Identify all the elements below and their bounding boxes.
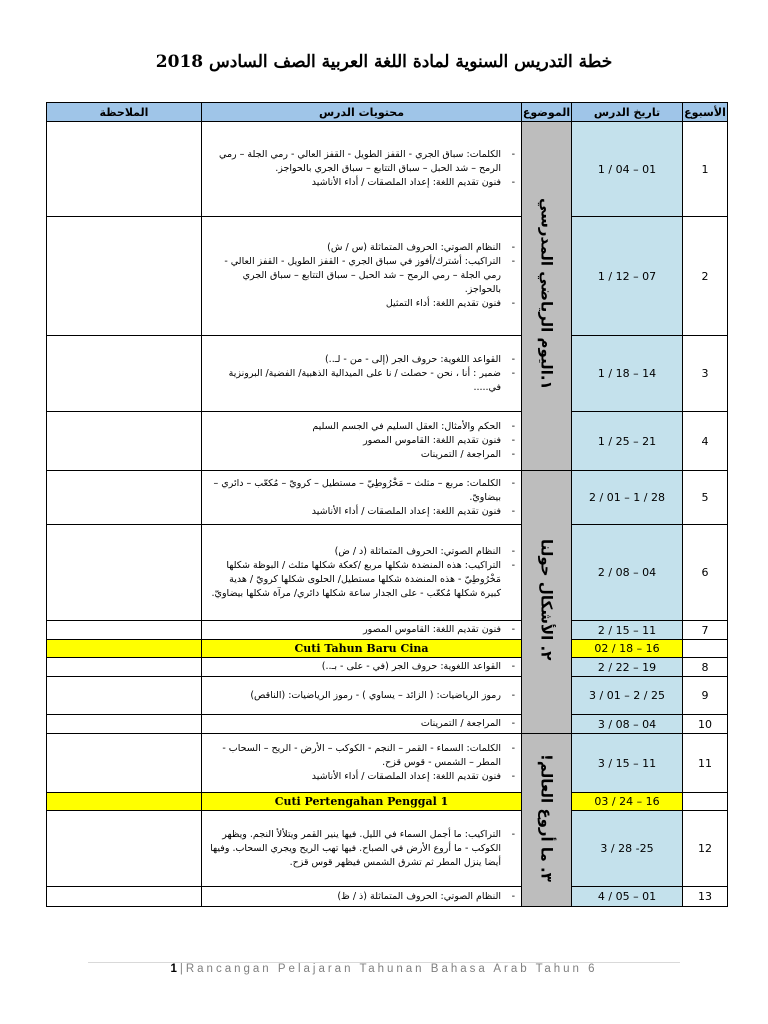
content-cell: [202, 715, 522, 734]
content-item: - ضمير : أنا ، نحن - حصلت / نا على الميدالية الذهبية/ الفضية/ البرونزية في.....: [206, 367, 517, 395]
table-row: [47, 525, 728, 621]
note-cell: [47, 217, 202, 336]
content-cell: [202, 336, 522, 412]
content-cell: [202, 525, 522, 621]
content-item: - فنون تقديم اللغة: أداء التمثيل: [206, 297, 517, 311]
table-row: [47, 217, 728, 336]
page-footer: 1|Rancangan Pelajaran Tahunan Bahasa Arab Tahun 6: [170, 963, 598, 975]
content-item: - فنون تقديم اللغة: إعداد الملصقات / أداء الأناشيد: [206, 176, 517, 190]
topic-label: ٣. ما أروع العالم!: [537, 754, 556, 882]
table-row: [47, 471, 728, 525]
note-cell: [47, 887, 202, 907]
content-item: - فنون تقديم اللغة: القاموس المصور: [206, 434, 517, 448]
content-item: - الكلمات: سباق الجري - القفز الطويل - القفز العالي - رمي الجلة – رمي الرمح – شد الحبل – سباق التتابع – سباق الجري بالحواجز.: [206, 148, 517, 176]
note-cell: [47, 621, 202, 640]
content-item: - المراجعة / التمرينات: [206, 717, 517, 731]
note-cell: [47, 640, 202, 658]
date-cell: 25- 28 / 3: [572, 811, 683, 887]
page-number: 1: [170, 963, 180, 975]
note-cell: [47, 677, 202, 715]
content-cell: [202, 677, 522, 715]
table-row: [47, 658, 728, 677]
content-item: - القواعد اللغوية: حروف الجر (في - على - بـ..): [206, 660, 517, 674]
note-cell: [47, 412, 202, 471]
content-item: - فنون تقديم اللغة: القاموس المصور: [206, 623, 517, 637]
content-item: - الكلمات: مربع – مثلث – مَخْرُوطِيّ – مستطيل – كرويّ – مُكعّب – دائري – بيضاويّ.: [206, 477, 517, 505]
lesson-plan-table: [46, 102, 728, 907]
table-row: [47, 412, 728, 471]
week-cell: 13: [683, 887, 728, 907]
header-content: محتويات الدرس: [202, 103, 522, 122]
week-cell: 2: [683, 217, 728, 336]
date-cell: 19 – 22 / 2: [572, 658, 683, 677]
week-cell: 12: [683, 811, 728, 887]
content-item: - النظام الصوتي: الحروف المتماثلة (ذ / ظ): [206, 890, 517, 904]
header-note: الملاحظة: [47, 103, 202, 122]
date-cell: 28 / 1 – 01 / 2: [572, 471, 683, 525]
week-cell: 4: [683, 412, 728, 471]
topic-cell: [522, 471, 572, 734]
week-cell: 8: [683, 658, 728, 677]
content-cell: [202, 811, 522, 887]
holiday-label: Cuti Pertengahan Penggal 1: [202, 793, 522, 811]
content-item: - التراكيب: ما أجمل السماء في الليل. فيها ينير القمر ويتلألأ النجم. ويظهر الكوكب - ما أروع الأرض في الصباح. فيها تهب الريح ويجري السحاب. وفيها أيضا ينزل المطر ثم تشرق الشمس فيظهر قوس قزح.: [206, 828, 517, 870]
content-cell: [202, 122, 522, 217]
content-item: - التراكيب: هذه المنضدة شكلها مربع /كعكة شكلها مثلث / البوظة شكلها مَخْرُوطِيّ - هذه المنضدة شكلها مستطيل/ الحلوى شكلها كرويّ / هدية كبيرة شكلها مُكعّب - على الجدار ساعة شكلها دائري/ مرآة شكلها بيضاويّ.: [206, 559, 517, 601]
date-cell: 01 – 05 / 4: [572, 887, 683, 907]
footer-text: Rancangan Pelajaran Tahunan Bahasa Arab Tahun 6: [185, 963, 598, 975]
content-item: - النظام الصوتي: الحروف المتماثلة (د / ض): [206, 545, 517, 559]
content-item: - رموز الرياضيات: ( الزائد – يساوي ) - رموز الرياضيات: (الناقص): [206, 689, 517, 703]
week-cell: [683, 640, 728, 658]
date-cell: 01 – 04 / 1: [572, 122, 683, 217]
table-header-row: [47, 103, 728, 122]
week-cell: [683, 793, 728, 811]
topic-label: ١.اليوم الرياضي المدرسي: [537, 198, 556, 390]
table-row: [47, 811, 728, 887]
topic-cell: [522, 122, 572, 471]
week-cell: 10: [683, 715, 728, 734]
note-cell: [47, 811, 202, 887]
week-cell: 7: [683, 621, 728, 640]
content-cell: [202, 734, 522, 793]
content-cell: [202, 887, 522, 907]
table-row: [47, 677, 728, 715]
note-cell: [47, 525, 202, 621]
content-cell: [202, 217, 522, 336]
date-cell: 07 – 12 / 1: [572, 217, 683, 336]
note-cell: [47, 122, 202, 217]
table-row: [47, 122, 728, 217]
note-cell: [47, 658, 202, 677]
table-row: [47, 887, 728, 907]
week-cell: 3: [683, 336, 728, 412]
week-cell: 9: [683, 677, 728, 715]
date-cell: 04 – 08 / 3: [572, 715, 683, 734]
week-cell: 1: [683, 122, 728, 217]
date-cell: 14 – 18 / 1: [572, 336, 683, 412]
week-cell: 5: [683, 471, 728, 525]
note-cell: [47, 715, 202, 734]
content-item: - التراكيب: أشترك/أفوز في سباق الجري - القفز الطويل - القفز العالي - رمي الجلة – رمي الرمح – شد الحبل – سباق التتابع – سباق الجري بالحواجز.: [206, 255, 517, 297]
week-cell: 11: [683, 734, 728, 793]
holiday-row: [47, 793, 728, 811]
date-cell: 16 – 24 / 03: [572, 793, 683, 811]
content-cell: [202, 412, 522, 471]
topic-label: ٢. الأشكال حولنا: [537, 539, 556, 661]
note-cell: [47, 793, 202, 811]
page-title: خطة التدريس السنوية لمادة اللغة العربية الصف السادس 2018: [155, 52, 613, 72]
date-cell: 21 – 25 / 1: [572, 412, 683, 471]
holiday-label: Cuti Tahun Baru Cina: [202, 640, 522, 658]
table-row: [47, 621, 728, 640]
content-item: - المراجعة / التمرينات: [206, 448, 517, 462]
table-row: [47, 336, 728, 412]
table-row: [47, 715, 728, 734]
holiday-row: [47, 640, 728, 658]
header-topic: الموضوع: [522, 103, 572, 122]
date-cell: 11 – 15 / 3: [572, 734, 683, 793]
topic-cell: [522, 734, 572, 907]
content-item: - فنون تقديم اللغة: إعداد الملصقات / أداء الأناشيد: [206, 505, 517, 519]
date-cell: 16 – 18 / 02: [572, 640, 683, 658]
note-cell: [47, 734, 202, 793]
content-cell: [202, 658, 522, 677]
content-cell: [202, 621, 522, 640]
week-cell: 6: [683, 525, 728, 621]
content-item: - القواعد اللغوية: حروف الجر (إلى - من - لـ..): [206, 353, 517, 367]
note-cell: [47, 471, 202, 525]
content-item: - الحكم والأمثال: العقل السليم في الجسم السليم: [206, 420, 517, 434]
content-item: - فنون تقديم اللغة: إعداد الملصقات / أداء الأناشيد: [206, 770, 517, 784]
header-week: الأسبوع: [683, 103, 728, 122]
date-cell: 25 / 2 – 01 / 3: [572, 677, 683, 715]
date-cell: 11 – 15 / 2: [572, 621, 683, 640]
table-row: [47, 734, 728, 793]
header-date: تاريخ الدرس: [572, 103, 683, 122]
note-cell: [47, 336, 202, 412]
content-item: - النظام الصوتي: الحروف المتماثلة (س / ش): [206, 241, 517, 255]
date-cell: 04 – 08 / 2: [572, 525, 683, 621]
content-cell: [202, 471, 522, 525]
content-item: - الكلمات: السماء - القمر – النجم - الكوكب – الأرض - الريح – السحاب - المطر – الشمس - قوس قزح.: [206, 742, 517, 770]
